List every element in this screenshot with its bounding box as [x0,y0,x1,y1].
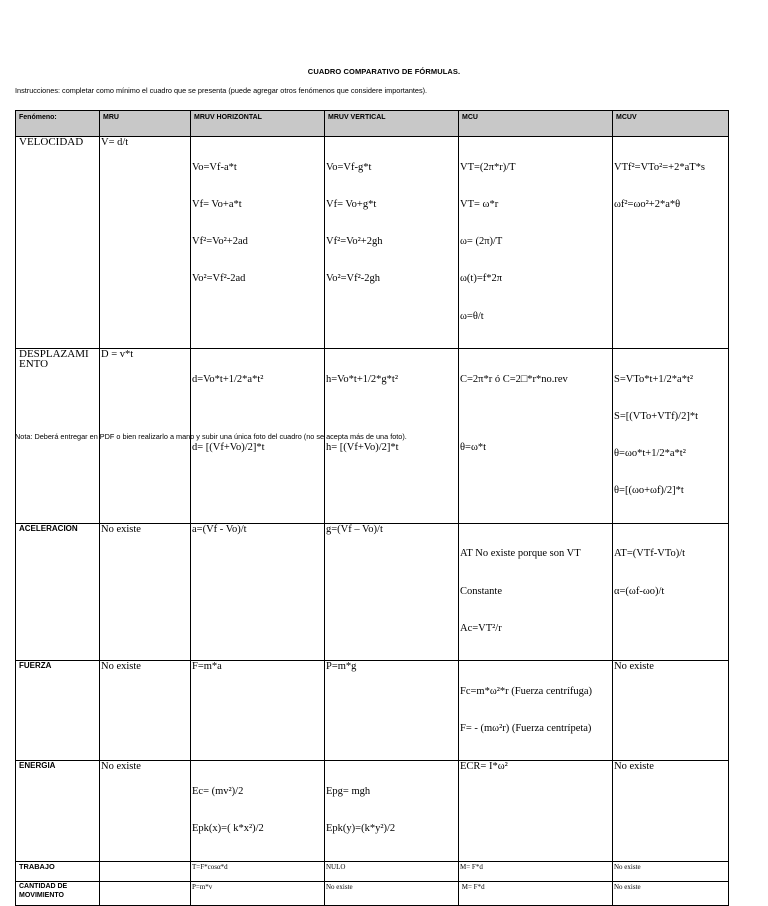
formula-line: d= [(Vf+Vo)/2]*t [192,441,265,453]
cell-velocidad-mcu [459,137,613,349]
cell-velocidad-mruv-v [325,137,459,349]
formula-line: d=Vo*t+1/2*a*t² [192,373,264,385]
cell-aceleracion-mcu [459,523,613,660]
document-title: CUADRO COMPARATIVO DE FÓRMULAS. [307,67,461,76]
cell-desplazamiento-mcuv [613,348,729,523]
formula-line: Epk(x)=( k*x²)/2 [192,823,264,835]
formula-line: D = v*t [101,348,134,360]
formula-line: P=m*v [192,882,213,891]
formula-line: F=m*a [192,661,222,673]
formula-line: Fc=m*ω²*r (Fuerza centrífuga) [460,685,593,697]
row-label-cantidad-de-movimiento [16,881,100,905]
cell-cantidad-mcu [459,881,613,905]
formula-line: ω(t)=f*2π [460,273,503,285]
cell-velocidad-mruv-h [191,137,325,349]
formula-line: Vo=Vf-a*t [192,161,237,173]
formula-line: No existe [101,661,141,673]
cell-trabajo-mcuv [613,861,729,881]
header-mruv-vertical: MRUV VERTICAL [325,111,459,137]
cell-fuerza-mruv-v [325,661,459,761]
cell-trabajo-mruv-v [325,861,459,881]
cell-cantidad-mru [100,881,191,905]
spacer [460,411,611,417]
formula-line: Vf²=Vo²+2ad [192,236,248,248]
table-row [16,661,729,761]
row-label-line: CANTIDAD DE [19,882,68,890]
cell-fuerza-mcu [459,661,613,761]
formula-line: VTf²=VTo²=+2*aT*s [614,161,705,173]
row-label-line: MOVIMIENTO [19,891,64,899]
spacer [192,411,323,417]
formula-line: Vo²=Vf²-2gh [326,273,381,285]
formula-line: θ=ωo*t+1/2*a*t² [614,448,686,460]
cell-velocidad-mru [100,137,191,349]
formula-line: No existe [614,761,654,773]
formula-line: AT=(VTf-VTo)/t [614,548,686,560]
formula-line: S=VTo*t+1/2*a*t² [614,373,694,385]
formula-line: Vf= Vo+a*t [192,199,242,211]
formula-line: Constante [460,585,502,597]
formula-line: VT= ω*r [460,199,499,211]
cell-cantidad-mruv-h [191,881,325,905]
formula-line: Vf= Vo+g*t [326,199,377,211]
cell-aceleracion-mruv-v [325,523,459,660]
table-row [16,881,729,905]
formula-line: VT=(2π*r)/T [460,161,516,173]
footer-note: Nota: Deberá entregar en PDF o bien realizarlo a mano y subir una única foto del cuadro (no se acepta más de una foto). [15,432,407,441]
row-label-velocidad: VELOCIDAD [16,137,100,349]
instructions-text: Instrucciones: completar como mínimo el cuadro que se presenta (puede agregar otros fenómenos que considere importantes). [15,86,428,95]
cell-trabajo-mru [100,861,191,881]
formula-line: NULO [326,862,346,871]
row-label-aceleracion: ACELERACION [16,523,100,660]
spacer [326,411,457,417]
formula-line: M= F*d [460,862,483,871]
cell-desplazamiento-mcu [459,348,613,523]
formula-line: ω= (2π)/T [460,236,503,248]
cell-cantidad-mruv-v [325,881,459,905]
cell-fuerza-mruv-h [191,661,325,761]
header-phenomenon: Fenómeno: [16,111,100,137]
table-row [16,137,729,349]
table-row [16,523,729,660]
formula-line: T=F*cosα*d [192,862,228,871]
header-mcu: MCU [459,111,613,137]
cell-energia-mcuv [613,761,729,861]
cell-trabajo-mruv-h [191,861,325,881]
row-label-line: DESPLAZAMI [19,348,89,360]
header-mcuv: MCUV [613,111,729,137]
formula-line: V= d/t [101,137,129,148]
formula-line: h=Vo*t+1/2*g*t² [326,373,398,385]
cell-energia-mruv-v [325,761,459,861]
cell-fuerza-mru [100,661,191,761]
formula-comparison-table [15,110,729,906]
cell-aceleracion-mcuv [613,523,729,660]
table-row [16,761,729,861]
row-label-trabajo: TRABAJO [16,861,100,881]
row-label-line: ENTO [19,357,49,370]
formula-line: Ec= (mv²)/2 [192,786,244,798]
formula-line: Epk(y)=(k*y²)/2 [326,823,396,835]
cell-energia-mcu [459,761,613,861]
header-mruv-horizontal: MRUV HORIZONTAL [191,111,325,137]
formula-line: ω=θ/t [460,310,484,322]
formula-line: Vo²=Vf²-2ad [192,273,246,285]
formula-line: Epg= mgh [326,786,371,798]
formula-line: No existe [101,761,141,773]
cell-energia-mruv-h [191,761,325,861]
formula-line: ωf²=ωo²+2*a*θ [614,199,681,211]
formula-line: No existe [101,523,141,535]
cell-trabajo-mcu [459,861,613,881]
formula-line: ECR= I*ω² [460,761,508,773]
formula-line: g=(Vf – Vo)/t [326,523,383,535]
formula-line: α=(ωf-ωo)/t [614,585,665,597]
formula-line: h= [(Vf+Vo)/2]*t [326,441,399,453]
formula-line: F= - (mω²r) (Fuerza centrípeta) [460,723,592,735]
cell-velocidad-mcuv [613,137,729,349]
header-mru: MRU [100,111,191,137]
cell-cantidad-mcuv [613,881,729,905]
row-label-fuerza: FUERZA [16,661,100,761]
cell-aceleracion-mru [100,523,191,660]
formula-line: θ=[(ωo+ωf)/2]*t [614,485,684,497]
formula-line: P=m*g [326,661,357,673]
formula-line: M= F*d [460,882,485,891]
formula-line: Vo=Vf-g*t [326,161,372,173]
table-header-row [16,111,729,137]
cell-fuerza-mcuv [613,661,729,761]
cell-energia-mru [100,761,191,861]
formula-line: No existe [614,661,654,673]
row-label-energia: ENERGIA [16,761,100,861]
formula-line: a=(Vf - Vo)/t [192,523,247,535]
formula-line: Vf²=Vo²+2gh [326,236,383,248]
formula-line: S=[(VTo+VTf)/2]*t [614,410,699,422]
table-row [16,861,729,881]
formula-line: C=2π*r ó C=2□*r*no.rev [460,373,568,385]
formula-line: No existe [614,862,641,871]
formula-line: No existe [614,882,641,891]
cell-aceleracion-mruv-h [191,523,325,660]
formula-line: Ac=VT²/r [460,622,502,634]
formula-line: No existe [326,882,353,891]
formula-line: AT No existe porque son VT [460,548,581,560]
formula-line: θ=ω*t [460,441,487,453]
